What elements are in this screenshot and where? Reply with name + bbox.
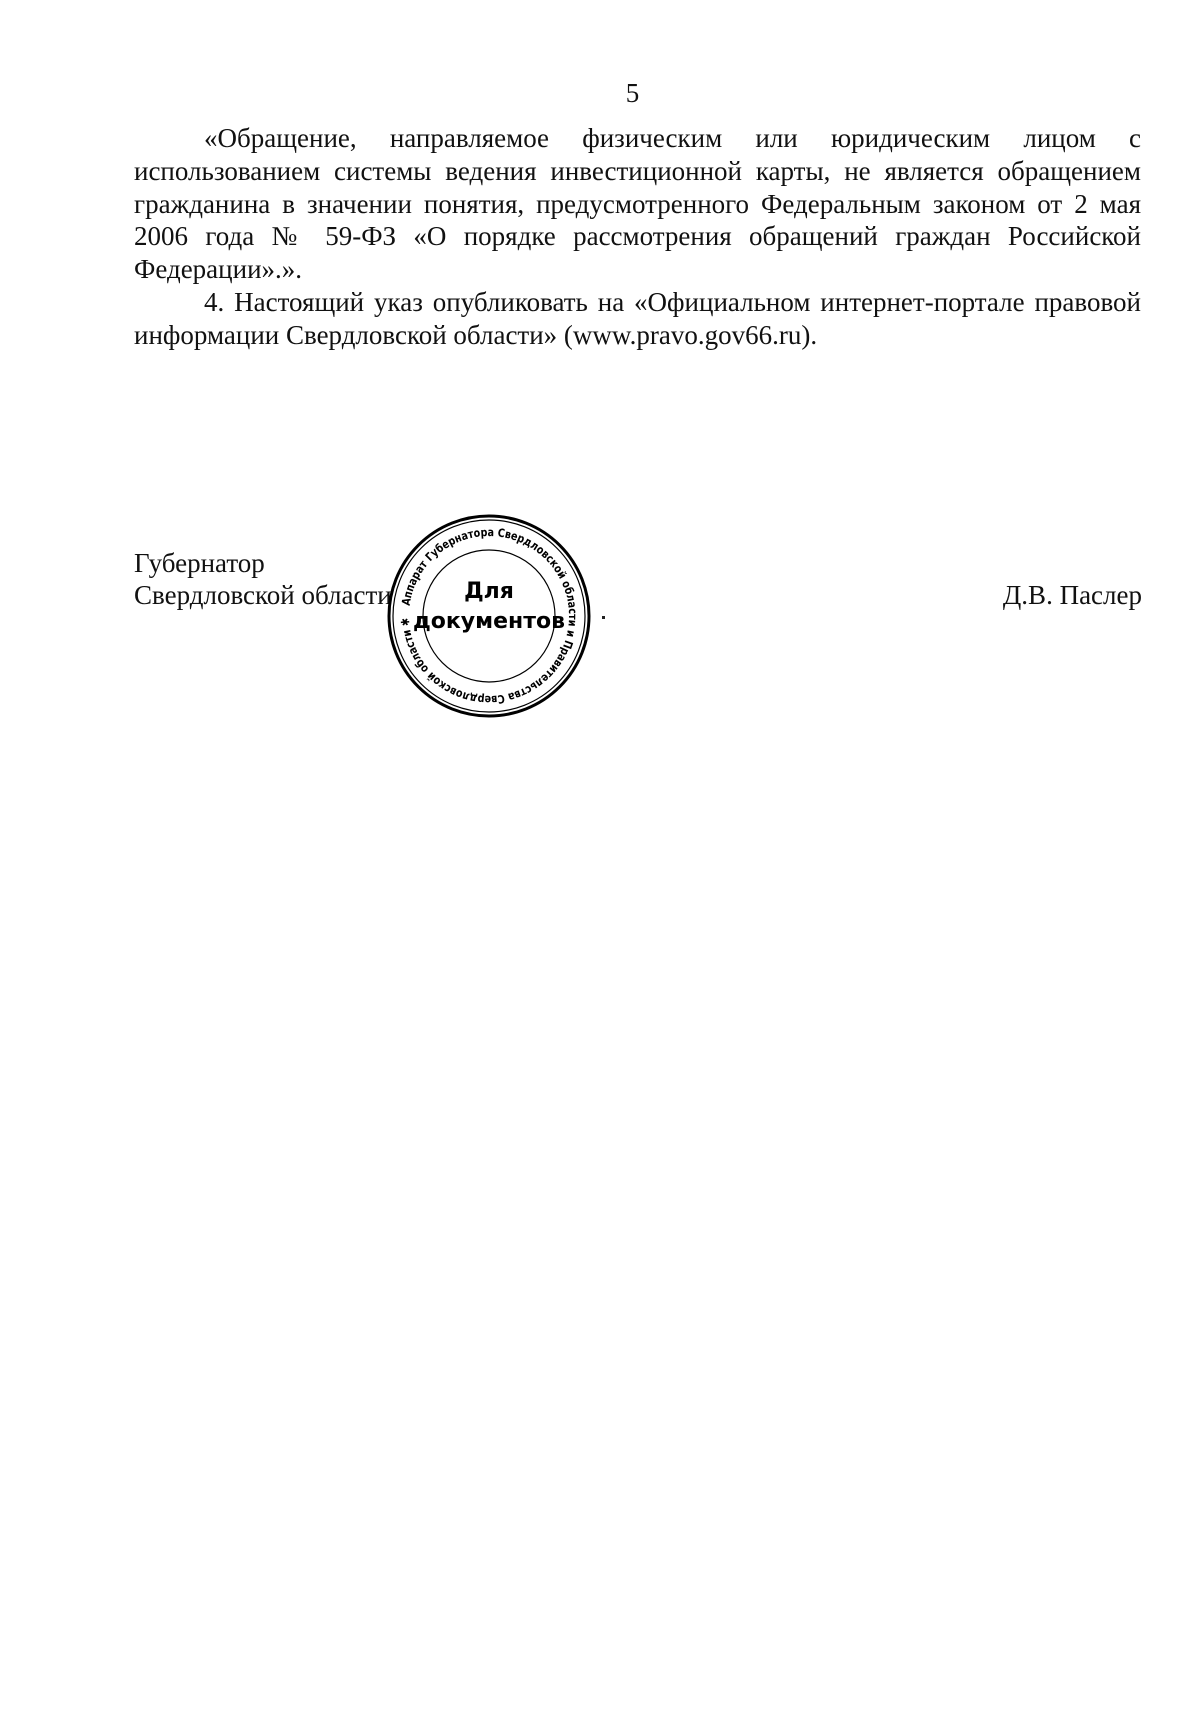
document-body <box>134 122 1141 352</box>
seal-center-line-2: документов <box>412 609 566 634</box>
scan-speck <box>602 616 605 619</box>
signatory-title: Губернатор <box>134 548 265 578</box>
paragraph-appeal-definition: «Обращение, направляемое физическим или юридическим лицом с использованием системы ведения инвестиционной карты, не является обращением гражданина в значении понятия, предусмотренного Федеральным законом от 2 мая 2006 года № 59-ФЗ «О порядке рассмотрения обращений граждан Российской Федерации».». <box>134 123 1141 285</box>
page-number: 5 <box>625 78 640 108</box>
paragraph-publication-order: 4. Настоящий указ опубликовать на «Официальном интернет-портале правовой информации Свердловской области» (www.pravo.gov66.ru). <box>134 286 1141 350</box>
signatory-region: Свердловской области <box>134 580 392 610</box>
signatory-name: Д.В. Паслер <box>1002 580 1142 610</box>
seal-center-text <box>386 577 592 637</box>
seal-center-line-1: Для <box>464 579 514 604</box>
signatory-position <box>134 547 392 611</box>
seal-ring-text: Аппарат Губернатора Свердловской области и Правительства Свердловской области ✱ <box>397 524 581 708</box>
official-seal <box>386 513 592 719</box>
